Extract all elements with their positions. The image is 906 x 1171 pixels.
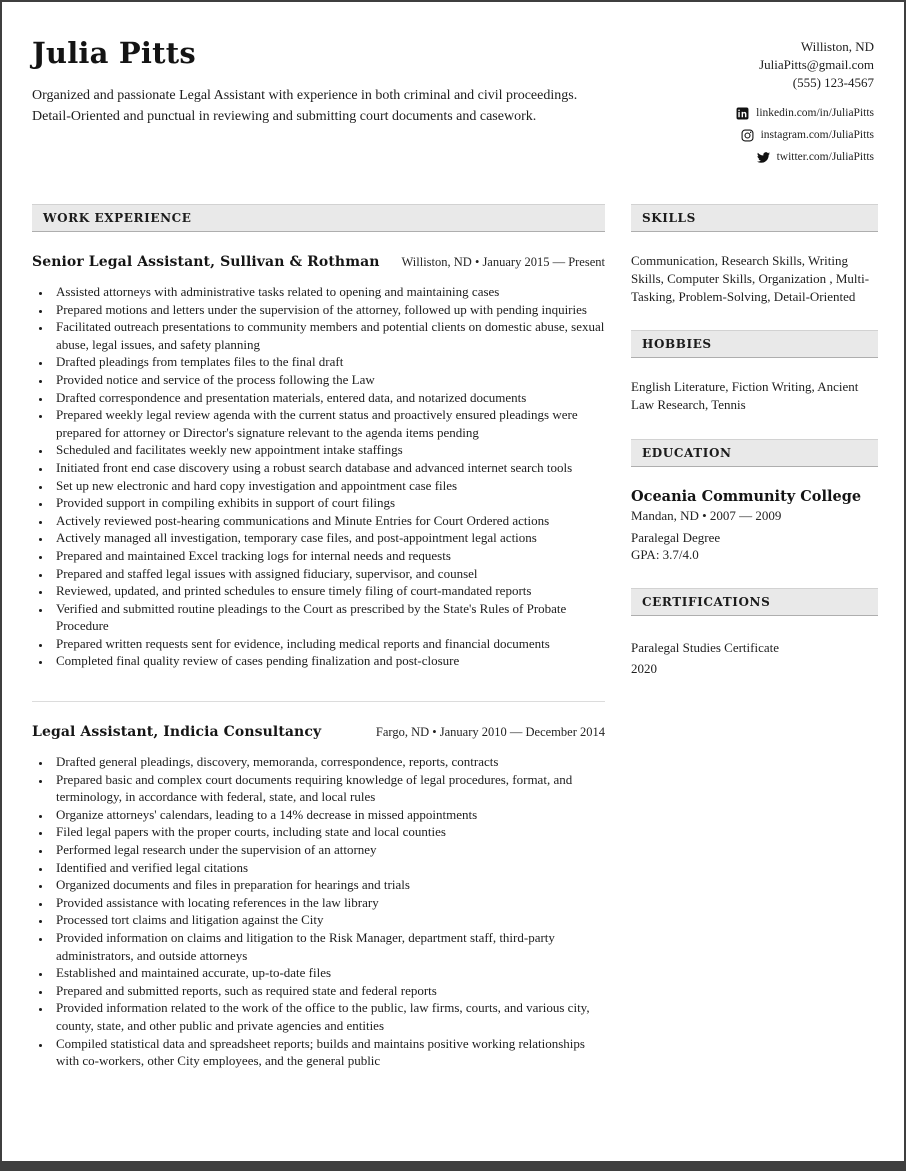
job-location-dates: Fargo, ND • January 2010 — December 2014: [375, 725, 605, 740]
job-bullet: • Actively managed all investigation, temporary case files, and post-appointment legal actions: [51, 529, 605, 547]
job-title: Senior Legal Assistant, Sullivan & Rothman: [32, 254, 380, 270]
job-bullet: • Processed tort claims and litigation against the City: [51, 911, 605, 929]
social-link-label: twitter.com/JuliaPitts: [776, 151, 874, 163]
job-bullet: • Provided support in compiling exhibits in support of court filings: [51, 494, 605, 512]
social-link[interactable]: [624, 102, 874, 124]
job-bullet: • Drafted correspondence and presentation materials, entered data, and notarized documents: [51, 389, 605, 407]
job-bullet: • Scheduled and facilitates weekly new appointment intake staffings: [51, 441, 605, 459]
job-bullet: • Drafted general pleadings, discovery, memoranda, correspondence, reports, contracts: [51, 753, 605, 771]
job-bullet: • Provided notice and service of the process following the Law: [51, 371, 605, 389]
job-bullet-list: [32, 753, 605, 1070]
job-bullet: • Initiated front end case discovery using a robust search database and advanced internet search tools: [51, 459, 605, 477]
job-bullet-list: [32, 283, 605, 670]
job-bullet: • Prepared and maintained Excel tracking logs for internal needs and requests: [51, 547, 605, 565]
job-bullet: • Prepared weekly legal review agenda with the current status and proactively ensured pleadings were prepared for attorney or Director's signature relevant to the agenda items pending: [51, 406, 605, 441]
job-entry: [32, 254, 605, 670]
job-bullet: • Completed final quality review of cases pending finalization and post-closure: [51, 652, 605, 670]
section-title: SKILLS: [642, 211, 696, 225]
job-location-dates: Williston, ND • January 2015 — Present: [401, 255, 605, 269]
social-link-label: linkedin.com/in/JuliaPitts: [756, 107, 874, 119]
work-experience-section: [32, 204, 605, 1070]
job-bullet: • Prepared written requests sent for evidence, including medical reports and financial documents: [51, 635, 605, 653]
header-identity: [32, 36, 622, 168]
section-header-skills: [631, 204, 878, 232]
skills-text: Communication, Research Skills, Writing Skills, Computer Skills, Organization , Multi-Tasking, Problem-Solving, Detail-Oriented: [631, 253, 870, 304]
social-links: [624, 102, 874, 168]
section-header-hobbies: [631, 330, 878, 358]
section-header-work-experience: [32, 204, 605, 232]
education-meta: Mandan, ND • 2007 — 2009: [631, 507, 782, 523]
education-degree: Paralegal Degree: [631, 529, 721, 545]
section-header-education: [631, 439, 878, 467]
section-header-certifications: [631, 588, 878, 616]
job-bullet: • Set up new electronic and hard copy investigation and appointment case files: [51, 477, 605, 495]
resume-header: [32, 36, 874, 168]
job-bullet: • Drafted pleadings from templates files to the final draft: [51, 353, 605, 371]
job-bullet: • Prepared and submitted reports, such as required state and federal reports: [51, 982, 605, 1000]
linkedin-icon: [736, 107, 749, 120]
job-bullet: • Performed legal research under the supervision of an attorney: [51, 841, 605, 859]
education-school: Oceania Community College: [631, 487, 862, 505]
social-link[interactable]: [624, 124, 874, 146]
job-bullet: • Prepared and staffed legal issues with assigned fiduciary, supervisor, and counsel: [51, 565, 605, 583]
job-bullet: • Actively reviewed post-hearing communications and Minute Entries for Court Ordered actions: [51, 512, 605, 530]
job-bullet: • Organize attorneys' calendars, leading to a 14% decrease in missed appointments: [51, 806, 605, 824]
job-header: [32, 254, 605, 270]
person-name: Julia Pitts: [32, 36, 196, 70]
twitter-icon: [757, 151, 770, 164]
job-bullet: • Identified and verified legal citations: [51, 859, 605, 877]
job-bullet: • Compiled statistical data and spreadsheet reports; builds and maintains positive working relationships with co-workers, other City employees, and the general public: [51, 1035, 605, 1070]
social-link-label: instagram.com/JuliaPitts: [760, 129, 874, 141]
job-list: [32, 254, 605, 1070]
job-bullet: • Provided assistance with locating references in the law library: [51, 894, 605, 912]
job-bullet: • Reviewed, updated, and printed schedules to ensure timely filing of court-mandated reports: [51, 582, 605, 600]
contact-phone: (555) 123-4567: [792, 75, 874, 90]
section-title: EDUCATION: [642, 445, 732, 460]
hobbies-text: English Literature, Fiction Writing, Ancient Law Research, Tennis: [631, 379, 859, 413]
section-title: CERTIFICATIONS: [642, 594, 771, 609]
contact-location: Williston, ND: [800, 39, 874, 54]
instagram-icon: [741, 129, 754, 142]
job-header: [32, 724, 605, 740]
education-gpa: GPA: 3.7/4.0: [631, 546, 699, 562]
summary-text: Organized and passionate Legal Assistant with experience in both criminal and civil proceedings. Detail-Oriented and punctual in reviewing and submitting court documents and casework.: [32, 88, 578, 124]
content-columns: [32, 204, 874, 1070]
education-entry: [631, 488, 878, 563]
job-bullet: • Filed legal papers with the proper courts, including state and local counties: [51, 823, 605, 841]
social-link[interactable]: [624, 146, 874, 168]
job-bullet: • Prepared motions and letters under the supervision of the attorney, followed up with pending inquiries: [51, 301, 605, 319]
job-bullet: • Verified and submitted routine pleadings to the Court as prescribed by the State's Rules of Probate Procedure: [51, 600, 605, 635]
job-bullet: • Prepared basic and complex court documents requiring knowledge of legal procedures, format, and terminology, in accordance with federal, state, and local rules: [51, 771, 605, 806]
sidebar: [631, 204, 878, 1070]
header-contact: [624, 36, 874, 168]
section-title: WORK EXPERIENCE: [43, 211, 192, 225]
section-title: HOBBIES: [642, 337, 712, 352]
certification-name: Paralegal Studies Certificate: [631, 639, 780, 655]
certification-entry: [631, 637, 878, 679]
job-bullet: • Provided information on claims and litigation to the Risk Manager, department staff, third-party administrators, and outside attorneys: [51, 929, 605, 964]
certification-year: 2020: [631, 660, 657, 676]
contact-email: JuliaPitts@gmail.com: [759, 57, 874, 72]
job-bullet: • Assisted attorneys with administrative tasks related to opening and maintaining cases: [51, 283, 605, 301]
job-bullet: • Facilitated outreach presentations to community members and potential clients on domestic abuse, sexual abuse, legal issues, and safety planning: [51, 318, 605, 353]
job-divider: [32, 701, 605, 702]
job-bullet: • Organized documents and files in preparation for hearings and trials: [51, 876, 605, 894]
job-entry: [32, 724, 605, 1070]
job-title: Legal Assistant, Indicia Consultancy: [32, 724, 322, 741]
job-bullet: • Established and maintained accurate, up-to-date files: [51, 964, 605, 982]
job-bullet: • Provided information related to the work of the office to the public, law firms, courts, and various city, county, state, and other public and private agencies and entities: [51, 999, 605, 1034]
